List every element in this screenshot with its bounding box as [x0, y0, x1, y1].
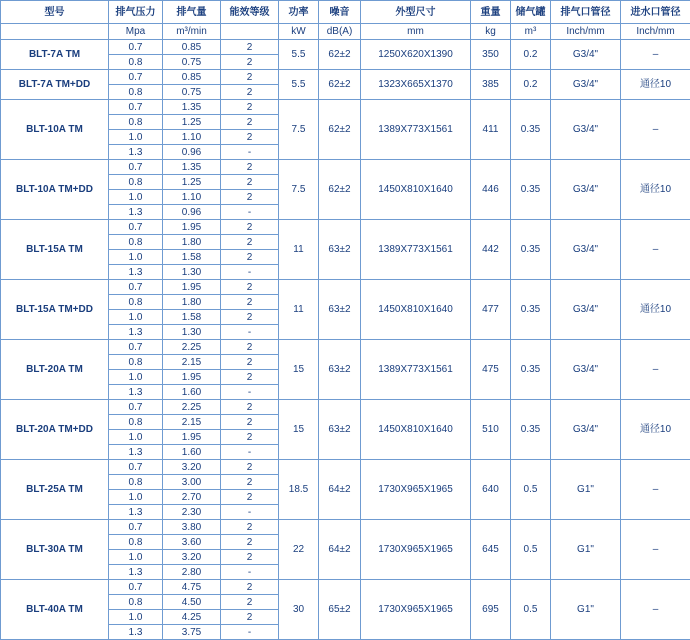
efficiency-grade-value: 2 — [221, 490, 279, 505]
model-name: BLT-15A TM — [1, 220, 109, 280]
efficiency-grade-value: 2 — [221, 160, 279, 175]
noise-value: 64±2 — [319, 460, 361, 520]
unit-outlet-diameter: Inch/mm — [551, 24, 621, 40]
efficiency-grade-value: - — [221, 625, 279, 640]
model-name: BLT-10A TM — [1, 100, 109, 160]
air-flow-value: 3.00 — [163, 475, 221, 490]
unit-air-tank: m³ — [511, 24, 551, 40]
air-flow-value: 1.58 — [163, 250, 221, 265]
unit-discharge-pressure: Mpa — [109, 24, 163, 40]
efficiency-grade-value: 2 — [221, 580, 279, 595]
discharge-pressure-value: 0.8 — [109, 175, 163, 190]
discharge-pressure-value: 0.7 — [109, 40, 163, 55]
air-tank-value: 0.5 — [511, 580, 551, 640]
table-row — [1, 280, 690, 295]
weight-value: 640 — [471, 460, 511, 520]
air-flow-value: 1.95 — [163, 220, 221, 235]
air-flow-value: 1.60 — [163, 385, 221, 400]
efficiency-grade-value: - — [221, 145, 279, 160]
air-flow-value: 1.95 — [163, 280, 221, 295]
discharge-pressure-value: 1.3 — [109, 565, 163, 580]
efficiency-grade-value: 2 — [221, 370, 279, 385]
outlet-diameter-value: G3/4" — [551, 400, 621, 460]
discharge-pressure-value: 1.3 — [109, 445, 163, 460]
inlet-diameter-value: – — [621, 520, 690, 580]
inlet-diameter-value: – — [621, 220, 690, 280]
discharge-pressure-value: 0.8 — [109, 115, 163, 130]
noise-value: 62±2 — [319, 70, 361, 100]
air-flow-value: 2.25 — [163, 340, 221, 355]
efficiency-grade-value: - — [221, 385, 279, 400]
discharge-pressure-value: 0.8 — [109, 235, 163, 250]
discharge-pressure-value: 1.0 — [109, 250, 163, 265]
unit-efficiency-grade — [221, 24, 279, 40]
efficiency-grade-value: 2 — [221, 430, 279, 445]
power-value: 5.5 — [279, 40, 319, 70]
air-flow-value: 1.80 — [163, 235, 221, 250]
efficiency-grade-value: 2 — [221, 355, 279, 370]
efficiency-grade-value: 2 — [221, 115, 279, 130]
unit-noise: dB(A) — [319, 24, 361, 40]
inlet-diameter-value: – — [621, 340, 690, 400]
header-efficiency-grade: 能效等级 — [221, 1, 279, 24]
air-tank-value: 0.35 — [511, 160, 551, 220]
discharge-pressure-value: 0.8 — [109, 415, 163, 430]
dimensions-value: 1730X965X1965 — [361, 460, 471, 520]
header-row-titles — [1, 1, 690, 24]
air-flow-value: 1.95 — [163, 370, 221, 385]
noise-value: 63±2 — [319, 340, 361, 400]
discharge-pressure-value: 1.0 — [109, 310, 163, 325]
air-tank-value: 0.35 — [511, 220, 551, 280]
air-flow-value: 0.85 — [163, 70, 221, 85]
discharge-pressure-value: 0.7 — [109, 400, 163, 415]
weight-value: 385 — [471, 70, 511, 100]
noise-value: 63±2 — [319, 400, 361, 460]
outlet-diameter-value: G1" — [551, 460, 621, 520]
inlet-diameter-value: – — [621, 100, 690, 160]
air-flow-value: 4.50 — [163, 595, 221, 610]
efficiency-grade-value: - — [221, 325, 279, 340]
discharge-pressure-value: 0.7 — [109, 280, 163, 295]
unit-power: kW — [279, 24, 319, 40]
efficiency-grade-value: 2 — [221, 415, 279, 430]
model-name: BLT-20A TM+DD — [1, 400, 109, 460]
discharge-pressure-value: 1.0 — [109, 610, 163, 625]
noise-value: 63±2 — [319, 280, 361, 340]
power-value: 11 — [279, 280, 319, 340]
air-flow-value: 1.95 — [163, 430, 221, 445]
efficiency-grade-value: 2 — [221, 130, 279, 145]
weight-value: 645 — [471, 520, 511, 580]
air-flow-value: 2.15 — [163, 415, 221, 430]
discharge-pressure-value: 1.0 — [109, 430, 163, 445]
model-name: BLT-25A TM — [1, 460, 109, 520]
air-flow-value: 2.30 — [163, 505, 221, 520]
inlet-diameter-value: – — [621, 580, 690, 640]
unit-model — [1, 24, 109, 40]
header-air-tank: 储气罐 — [511, 1, 551, 24]
table-row — [1, 460, 690, 475]
noise-value: 62±2 — [319, 100, 361, 160]
discharge-pressure-value: 0.7 — [109, 160, 163, 175]
table-row — [1, 400, 690, 415]
efficiency-grade-value: 2 — [221, 400, 279, 415]
weight-value: 411 — [471, 100, 511, 160]
discharge-pressure-value: 1.3 — [109, 385, 163, 400]
power-value: 15 — [279, 400, 319, 460]
power-value: 18.5 — [279, 460, 319, 520]
air-flow-value: 0.96 — [163, 145, 221, 160]
weight-value: 350 — [471, 40, 511, 70]
unit-dimensions: mm — [361, 24, 471, 40]
efficiency-grade-value: 2 — [221, 595, 279, 610]
discharge-pressure-value: 1.0 — [109, 130, 163, 145]
table-row — [1, 520, 690, 535]
power-value: 5.5 — [279, 70, 319, 100]
model-name: BLT-20A TM — [1, 340, 109, 400]
noise-value: 64±2 — [319, 520, 361, 580]
table-body — [1, 40, 690, 640]
air-tank-value: 0.35 — [511, 100, 551, 160]
efficiency-grade-value: 2 — [221, 40, 279, 55]
dimensions-value: 1450X810X1640 — [361, 280, 471, 340]
header-noise: 噪音 — [319, 1, 361, 24]
dimensions-value: 1323X665X1370 — [361, 70, 471, 100]
model-name: BLT-10A TM+DD — [1, 160, 109, 220]
table-row — [1, 70, 690, 85]
noise-value: 62±2 — [319, 160, 361, 220]
dimensions-value: 1389X773X1561 — [361, 220, 471, 280]
inlet-diameter-value: 通径10 — [621, 280, 690, 340]
discharge-pressure-value: 1.0 — [109, 550, 163, 565]
efficiency-grade-value: 2 — [221, 310, 279, 325]
header-model: 型号 — [1, 1, 109, 24]
header-row-units — [1, 24, 690, 40]
efficiency-grade-value: 2 — [221, 550, 279, 565]
discharge-pressure-value: 0.7 — [109, 220, 163, 235]
table-header — [1, 1, 690, 40]
weight-value: 510 — [471, 400, 511, 460]
outlet-diameter-value: G1" — [551, 520, 621, 580]
outlet-diameter-value: G3/4" — [551, 100, 621, 160]
header-discharge-pressure: 排气压力 — [109, 1, 163, 24]
model-name: BLT-15A TM+DD — [1, 280, 109, 340]
discharge-pressure-value: 0.8 — [109, 355, 163, 370]
discharge-pressure-value: 0.8 — [109, 55, 163, 70]
model-name: BLT-7A TM — [1, 40, 109, 70]
weight-value: 477 — [471, 280, 511, 340]
air-flow-value: 1.10 — [163, 190, 221, 205]
efficiency-grade-value: 2 — [221, 280, 279, 295]
air-flow-value: 3.60 — [163, 535, 221, 550]
air-flow-value: 0.75 — [163, 85, 221, 100]
dimensions-value: 1450X810X1640 — [361, 160, 471, 220]
dimensions-value: 1730X965X1965 — [361, 520, 471, 580]
discharge-pressure-value: 0.8 — [109, 475, 163, 490]
unit-weight: kg — [471, 24, 511, 40]
header-dimensions: 外型尺寸 — [361, 1, 471, 24]
air-flow-value: 0.85 — [163, 40, 221, 55]
inlet-diameter-value: 通径10 — [621, 400, 690, 460]
efficiency-grade-value: 2 — [221, 100, 279, 115]
power-value: 11 — [279, 220, 319, 280]
discharge-pressure-value: 0.8 — [109, 535, 163, 550]
discharge-pressure-value: 0.8 — [109, 85, 163, 100]
air-tank-value: 0.35 — [511, 280, 551, 340]
discharge-pressure-value: 1.3 — [109, 145, 163, 160]
inlet-diameter-value: – — [621, 40, 690, 70]
discharge-pressure-value: 1.0 — [109, 190, 163, 205]
model-name: BLT-7A TM+DD — [1, 70, 109, 100]
weight-value: 695 — [471, 580, 511, 640]
discharge-pressure-value: 1.3 — [109, 205, 163, 220]
air-tank-value: 0.2 — [511, 40, 551, 70]
weight-value: 442 — [471, 220, 511, 280]
inlet-diameter-value: – — [621, 460, 690, 520]
air-flow-value: 1.80 — [163, 295, 221, 310]
efficiency-grade-value: 2 — [221, 250, 279, 265]
discharge-pressure-value: 0.7 — [109, 340, 163, 355]
header-weight: 重量 — [471, 1, 511, 24]
efficiency-grade-value: 2 — [221, 520, 279, 535]
efficiency-grade-value: 2 — [221, 460, 279, 475]
air-flow-value: 1.35 — [163, 160, 221, 175]
noise-value: 62±2 — [319, 40, 361, 70]
discharge-pressure-value: 1.0 — [109, 370, 163, 385]
inlet-diameter-value: 通径10 — [621, 160, 690, 220]
discharge-pressure-value: 0.7 — [109, 580, 163, 595]
efficiency-grade-value: - — [221, 445, 279, 460]
discharge-pressure-value: 0.8 — [109, 595, 163, 610]
discharge-pressure-value: 1.3 — [109, 625, 163, 640]
air-flow-value: 3.20 — [163, 550, 221, 565]
air-flow-value: 1.10 — [163, 130, 221, 145]
power-value: 7.5 — [279, 100, 319, 160]
header-air-flow: 排气量 — [163, 1, 221, 24]
efficiency-grade-value: 2 — [221, 220, 279, 235]
air-flow-value: 1.60 — [163, 445, 221, 460]
table-row — [1, 340, 690, 355]
air-flow-value: 1.35 — [163, 100, 221, 115]
discharge-pressure-value: 1.3 — [109, 325, 163, 340]
efficiency-grade-value: - — [221, 205, 279, 220]
header-inlet-diameter: 进水口管径 — [621, 1, 690, 24]
efficiency-grade-value: 2 — [221, 535, 279, 550]
discharge-pressure-value: 0.7 — [109, 520, 163, 535]
outlet-diameter-value: G3/4" — [551, 220, 621, 280]
unit-inlet-diameter: Inch/mm — [621, 24, 690, 40]
air-flow-value: 4.25 — [163, 610, 221, 625]
air-tank-value: 0.35 — [511, 340, 551, 400]
discharge-pressure-value: 0.7 — [109, 100, 163, 115]
air-flow-value: 1.25 — [163, 175, 221, 190]
model-name: BLT-40A TM — [1, 580, 109, 640]
table-row — [1, 40, 690, 55]
efficiency-grade-value: 2 — [221, 295, 279, 310]
power-value: 22 — [279, 520, 319, 580]
air-tank-value: 0.35 — [511, 400, 551, 460]
discharge-pressure-value: 1.3 — [109, 505, 163, 520]
air-flow-value: 3.20 — [163, 460, 221, 475]
discharge-pressure-value: 1.3 — [109, 265, 163, 280]
efficiency-grade-value: - — [221, 265, 279, 280]
air-flow-value: 1.58 — [163, 310, 221, 325]
efficiency-grade-value: 2 — [221, 340, 279, 355]
air-flow-value: 1.30 — [163, 265, 221, 280]
efficiency-grade-value: 2 — [221, 475, 279, 490]
efficiency-grade-value: - — [221, 505, 279, 520]
table-row — [1, 100, 690, 115]
efficiency-grade-value: 2 — [221, 610, 279, 625]
dimensions-value: 1450X810X1640 — [361, 400, 471, 460]
noise-value: 63±2 — [319, 220, 361, 280]
power-value: 7.5 — [279, 160, 319, 220]
efficiency-grade-value: 2 — [221, 70, 279, 85]
noise-value: 65±2 — [319, 580, 361, 640]
dimensions-value: 1389X773X1561 — [361, 340, 471, 400]
air-flow-value: 2.80 — [163, 565, 221, 580]
weight-value: 446 — [471, 160, 511, 220]
table-row — [1, 580, 690, 595]
power-value: 30 — [279, 580, 319, 640]
outlet-diameter-value: G3/4" — [551, 160, 621, 220]
model-name: BLT-30A TM — [1, 520, 109, 580]
air-flow-value: 4.75 — [163, 580, 221, 595]
air-flow-value: 2.15 — [163, 355, 221, 370]
air-tank-value: 0.2 — [511, 70, 551, 100]
discharge-pressure-value: 0.7 — [109, 460, 163, 475]
dimensions-value: 1250X620X1390 — [361, 40, 471, 70]
efficiency-grade-value: 2 — [221, 235, 279, 250]
air-flow-value: 1.30 — [163, 325, 221, 340]
air-tank-value: 0.5 — [511, 460, 551, 520]
weight-value: 475 — [471, 340, 511, 400]
air-flow-value: 1.25 — [163, 115, 221, 130]
table-row — [1, 160, 690, 175]
air-flow-value: 3.75 — [163, 625, 221, 640]
air-flow-value: 3.80 — [163, 520, 221, 535]
unit-air-flow: m³/min — [163, 24, 221, 40]
table-row — [1, 220, 690, 235]
discharge-pressure-value: 1.0 — [109, 490, 163, 505]
header-outlet-diameter: 排气口管径 — [551, 1, 621, 24]
efficiency-grade-value: 2 — [221, 85, 279, 100]
inlet-diameter-value: 通径10 — [621, 70, 690, 100]
outlet-diameter-value: G3/4" — [551, 40, 621, 70]
air-flow-value: 2.25 — [163, 400, 221, 415]
header-power: 功率 — [279, 1, 319, 24]
air-flow-value: 2.70 — [163, 490, 221, 505]
outlet-diameter-value: G3/4" — [551, 340, 621, 400]
air-flow-value: 0.96 — [163, 205, 221, 220]
efficiency-grade-value: 2 — [221, 175, 279, 190]
power-value: 15 — [279, 340, 319, 400]
discharge-pressure-value: 0.7 — [109, 70, 163, 85]
efficiency-grade-value: 2 — [221, 55, 279, 70]
air-tank-value: 0.5 — [511, 520, 551, 580]
air-flow-value: 0.75 — [163, 55, 221, 70]
efficiency-grade-value: - — [221, 565, 279, 580]
discharge-pressure-value: 0.8 — [109, 295, 163, 310]
dimensions-value: 1730X965X1965 — [361, 580, 471, 640]
dimensions-value: 1389X773X1561 — [361, 100, 471, 160]
outlet-diameter-value: G3/4" — [551, 280, 621, 340]
outlet-diameter-value: G3/4" — [551, 70, 621, 100]
outlet-diameter-value: G1" — [551, 580, 621, 640]
efficiency-grade-value: 2 — [221, 190, 279, 205]
